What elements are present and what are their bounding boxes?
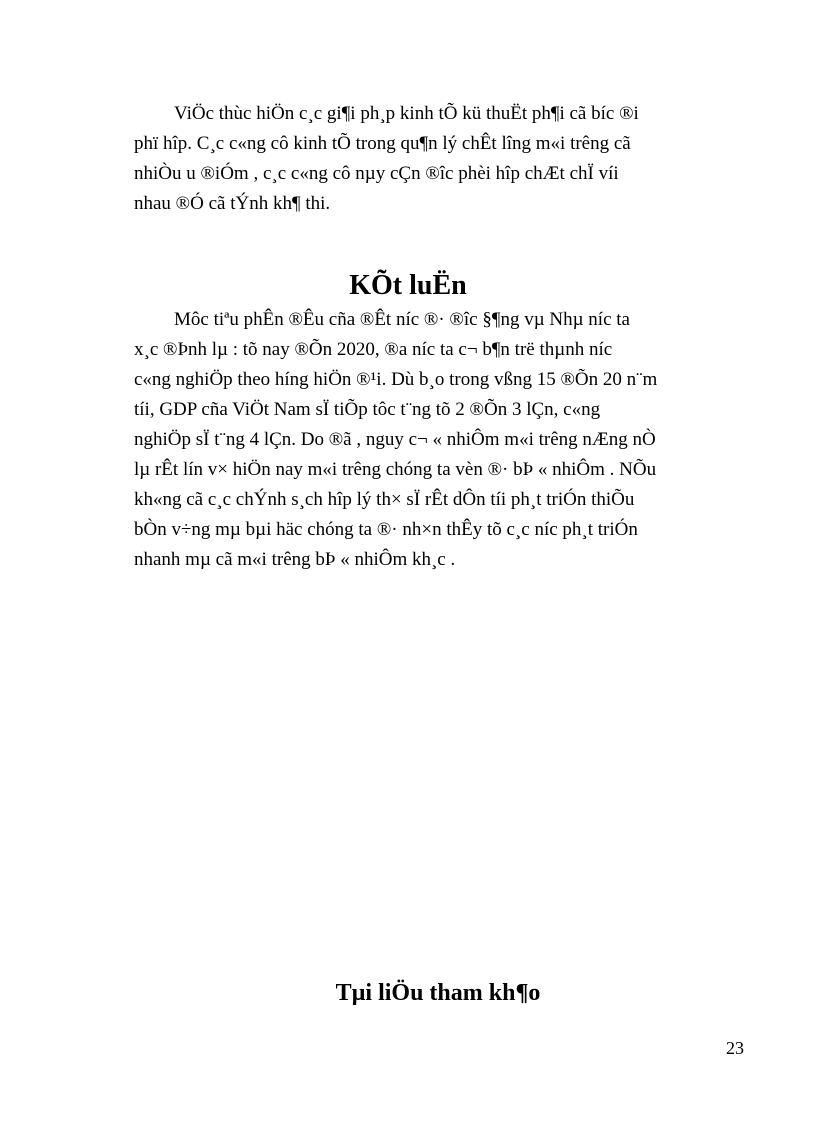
paragraph-line: bÒn v÷ng mµ bµi häc chóng ta ®· nh×n thÊy tõ c¸c níc ph¸t triÓn <box>134 519 638 540</box>
paragraph-line: lµ rÊt lín v× hiÖn nay m«i trêng chóng ta vèn ®· bÞ « nhiÔm . NÕu <box>134 459 657 480</box>
paragraph-line: ViÖc thùc hiÖn c¸c gi¶i ph¸p kinh tÕ kü thuËt ph¶i cã bíc ®i <box>174 103 639 124</box>
paragraph-line: phï hîp. C¸c c«ng cô kinh tÕ trong qu¶n lý chÊt lîng m«i trêng cã <box>134 133 631 154</box>
paragraph-line: Môc tiªu phÊn ®Êu cña ®Êt níc ®· ®îc §¶ng vµ Nhµ níc ta <box>174 309 630 330</box>
paragraph-implementation <box>134 99 740 219</box>
page-number: 23 <box>726 1038 744 1058</box>
conclusion-heading: KÕt luËn <box>349 270 467 301</box>
paragraph-line: tíi, GDP cña ViÖt Nam sÏ tiÕp tôc t¨ng tõ 2 ®Õn 3 lÇn, c«ng <box>134 399 601 420</box>
paragraph-line: nghiÖp sÏ t¨ng 4 lÇn. Do ®ã , nguy c¬ « nhiÔm m«i trêng nÆng nÒ <box>134 429 656 450</box>
paragraph-conclusion <box>134 305 740 575</box>
paragraph-line: nhiÒu u ®iÓm , c¸c c«ng cô nµy cÇn ®îc phèi hîp chÆt chÏ víi <box>134 163 619 184</box>
references-heading: Tµi liÖu tham kh¶o <box>335 980 541 1006</box>
paragraph-line: nhau ®Ó cã tÝnh kh¶ thi. <box>134 193 331 214</box>
paragraph-line: c«ng nghiÖp theo híng hiÖn ®¹i. Dù b¸o trong vßng 15 ®Õn 20 n¨m <box>134 369 658 390</box>
paragraph-line: nhanh mµ cã m«i trêng bÞ « nhiÔm kh¸c . <box>134 549 456 570</box>
paragraph-line: x¸c ®Þnh lµ : tõ nay ®Õn 2020, ®a níc ta c¬ b¶n trë thµnh níc <box>134 339 613 360</box>
paragraph-line: kh«ng cã c¸c chÝnh s¸ch hîp lý th× sÏ rÊt dÔn tíi ph¸t triÓn thiÕu <box>134 489 635 510</box>
